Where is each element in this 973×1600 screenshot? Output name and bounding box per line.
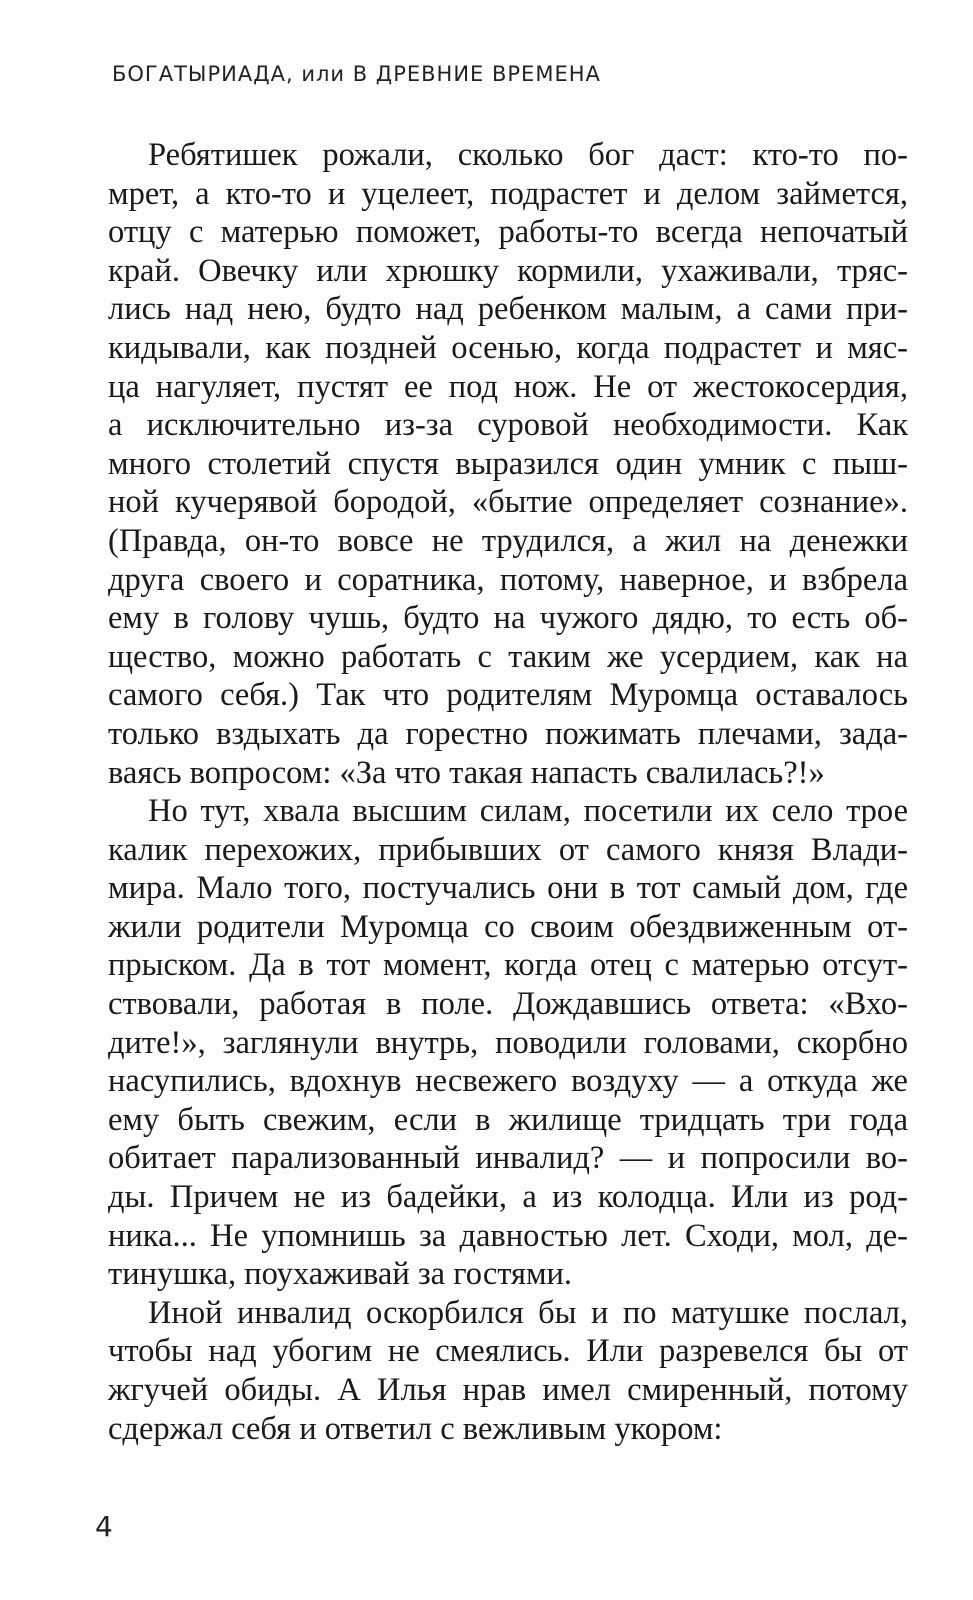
text-line: обитает парализованный инвалид? — и попросили во- [108, 1140, 908, 1177]
text-line: много столетий спустя выразился один умник с пыш- [108, 445, 908, 482]
text-line: друга своего и соратника, потому, наверное, и взбрела [108, 561, 908, 598]
text-line: Но тут, хвала высшим силам, посетили их село трое [148, 793, 908, 830]
text-line: ему быть свежим, если в жилище тридцать три года [108, 1101, 908, 1138]
text-line: ему в голову чушь, будто на чужого дядю, то есть об- [108, 600, 908, 637]
text-line: жгучей обиды. А Илья нрав имел смиренный, потому [108, 1372, 908, 1408]
text-line: отцу с матерью поможет, работы-то всегда непочатый [108, 214, 908, 251]
text-line: Ребятишек рожали, сколько бог даст: кто-то по- [148, 137, 908, 173]
text-line: только вздыхать да горестно пожимать плечами, зада- [108, 715, 908, 752]
text-line: жили родители Муромца со своим обездвиженным от- [108, 908, 908, 945]
text-line: край. Овечку или хрюшку кормили, ухаживали, тряс- [108, 252, 908, 289]
text-line: лись над нею, будто над ребенком малым, а сами при- [108, 291, 908, 328]
text-line: самого себя.) Так что родителям Муромца оставалось [108, 677, 908, 714]
text-line: кидывали, как поздней осенью, когда подрастет и мяс- [108, 329, 908, 366]
text-line: мрет, а кто-то и уцелеет, подрастет и делом займется, [108, 175, 908, 212]
text-line: мира. Мало того, постучались они в тот самый дом, где [108, 870, 908, 907]
text-line: ца нагуляет, пустят ее под нож. Не от жестокосердия, [108, 368, 908, 405]
text-line: насупились, вдохнув несвежего воздуху — а откуда же [108, 1063, 908, 1100]
text-line: сдержал себя и ответил с вежливым укором: [108, 1410, 723, 1447]
text-line: Иной инвалид оскорбился бы и по матушке послал, [148, 1294, 908, 1331]
page-number: 4 [95, 1510, 113, 1543]
text-line: (Правда, он-то вовсе не трудился, а жил на денежки [108, 522, 908, 559]
text-line: прыском. Да в тот момент, когда отец с матерью отсут- [108, 947, 908, 984]
text-line: ной кучерявой бородой, «бытие определяет сознание». [108, 484, 908, 521]
text-line: чтобы над убогим не смеялись. Или разревелся бы от [108, 1333, 908, 1370]
text-line: ваясь вопросом: «За что такая напасть свалилась?!» [108, 754, 825, 791]
body-text [108, 136, 908, 1448]
text-line: щество, можно работать с таким же усердием, как на [108, 638, 908, 675]
running-header: БОГАТЫРИАДА, или В ДРЕВНИЕ ВРЕМЕНА [112, 62, 601, 86]
text-line: а исключительно из-за суровой необходимости. Как [108, 407, 908, 444]
text-line: тинушка, поухаживай за гостями. [108, 1256, 573, 1293]
text-line: ника... Не упомнишь за давностью лет. Сходи, мол, де- [108, 1217, 908, 1254]
text-line: дите!», заглянули внутрь, поводили головами, скорбно [108, 1024, 908, 1061]
text-line: ствовали, работая в поле. Дождавшись ответа: «Вхо- [108, 986, 908, 1023]
text-line: калик перехожих, прибывших от самого князя Влади- [108, 831, 908, 868]
text-line: ды. Причем не из бадейки, а из колодца. Или из род- [108, 1179, 908, 1216]
